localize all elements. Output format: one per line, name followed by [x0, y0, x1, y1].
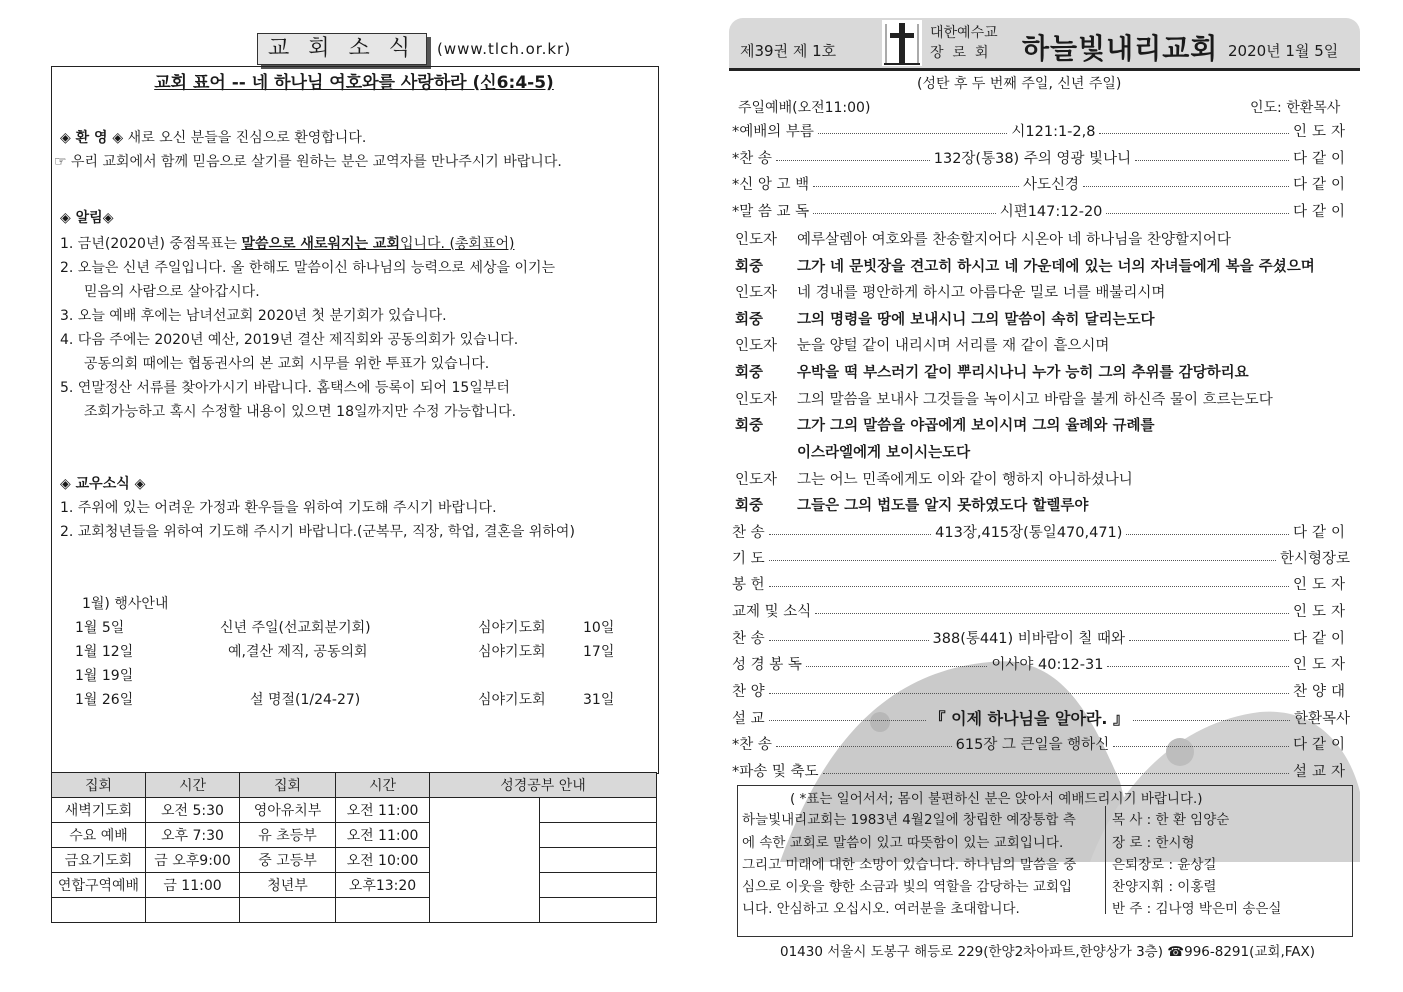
- notice-item: 2. 오늘은 신년 주일입니다. 올 한해도 말씀이신 하나님의 능력으로 세상을 이기는: [60, 260, 556, 276]
- worship-order-item: [732, 520, 1350, 542]
- worship-order-item: [732, 119, 1350, 141]
- leader-dots: [1133, 720, 1290, 721]
- order-content: 이사야 40:12-31: [991, 656, 1104, 673]
- table-cell: 금 11:00: [146, 873, 240, 898]
- order-person: 다같이: [1292, 203, 1351, 220]
- table-cell: 수요 예배: [52, 823, 146, 848]
- welcome-note: ☞ 우리 교회에서 함께 믿음으로 살기를 원하는 분은 교역자를 만나주시기 바랍니다.: [54, 154, 562, 170]
- table-cell: [336, 898, 430, 923]
- responsive-reading-line: [735, 468, 1133, 489]
- table-cell: 금요기도회: [52, 848, 146, 873]
- denomination-name: 장로회: [930, 45, 998, 61]
- service-leader: 인도: 한환목사: [1250, 100, 1341, 116]
- notice-item: 믿음의 사람으로 살아갑시다.: [84, 284, 260, 300]
- welcome-line: [60, 127, 366, 147]
- table-cell: [240, 898, 336, 923]
- order-label: 찬 양: [732, 683, 765, 700]
- notice-item: 4. 다음 주에는 2020년 예산, 2019년 결산 제직회와 공동의회가 있습니다.: [60, 332, 519, 348]
- event-date: 1월 19일: [75, 668, 134, 684]
- order-label: 교제 및 소식: [732, 603, 812, 620]
- church-intro-line: 하늘빛내리교회는 1983년 4월2일에 창립한 예장통합 측: [742, 812, 1076, 828]
- column-header: 성경공부 안내: [430, 773, 657, 798]
- leader-dots: [776, 160, 930, 161]
- order-person: 인도자: [1292, 123, 1350, 140]
- order-content: 615장 그 큰일을 행하신: [955, 736, 1110, 753]
- leader-dots: [1099, 133, 1288, 134]
- order-person: 다같이: [1292, 150, 1350, 167]
- member-news-item: 1. 주위에 있는 어려운 가정과 환우들을 위하여 기도해 주시기 바랍니다.: [60, 500, 497, 516]
- table-cell: [146, 898, 240, 923]
- order-person: 한시형장로: [1279, 550, 1350, 567]
- reading-role: 회중: [735, 259, 764, 275]
- cross-logo-icon: [882, 20, 922, 66]
- denomination-name: 대한예수교: [930, 25, 998, 41]
- worship-order-item: [732, 172, 1350, 194]
- order-content: 413장,415장(통일470,471): [935, 524, 1123, 541]
- leader-dots: [815, 613, 1289, 614]
- leader-dots: [1135, 160, 1289, 161]
- meeting-schedule-table: [51, 772, 657, 923]
- church-address: 01430 서울시 도봉구 해등로 229(한양2차아파트,한양상가 3층) ☎996-8291(교회,FAX): [780, 944, 1316, 960]
- leader-dots: [813, 186, 1019, 187]
- event-title: 신년 주일(선교회분기회): [220, 620, 371, 636]
- church-url: (www.tlch.or.kr): [437, 40, 572, 58]
- table-cell: 오전 5:30: [146, 798, 240, 823]
- order-label: *찬 송: [732, 736, 772, 753]
- welcome-text: 새로 오신 분들을 진심으로 환영합니다.: [123, 130, 367, 146]
- order-label: *파송 및 축도: [732, 763, 819, 780]
- order-label: *예배의 부름: [732, 123, 814, 140]
- notice-text: 입니다. (총회표어): [399, 236, 515, 252]
- table-cell: 새벽기도회: [52, 798, 146, 823]
- event-tag: 심야기도회: [478, 692, 546, 708]
- table-row: [52, 873, 657, 898]
- table-cell: 유 초등부: [240, 823, 336, 848]
- leader-dots: [1126, 534, 1289, 535]
- reading-role: 인도자: [735, 392, 778, 408]
- welcome-heading: ◈ 환 영 ◈: [60, 130, 124, 146]
- event-date: 1월 26일: [75, 692, 134, 708]
- leader-dots: [1106, 213, 1289, 214]
- worship-order-item: [732, 759, 1350, 781]
- table-cell: [540, 798, 657, 823]
- leader-dots: [806, 666, 988, 667]
- order-person: 찬양대: [1292, 683, 1350, 700]
- table-row: [52, 798, 657, 823]
- table-cell: [430, 798, 540, 923]
- table-row: [52, 848, 657, 873]
- order-person: 다같이: [1292, 630, 1350, 647]
- table-cell: 오후13:20: [336, 873, 430, 898]
- worship-order-item: [732, 626, 1350, 648]
- order-person: 인도자: [1292, 576, 1350, 593]
- table-row: [52, 898, 657, 923]
- responsive-reading-line: [735, 361, 1249, 382]
- notice-item: 5. 연말정산 서류를 찾아가시기 바랍니다. 홈택스에 등록이 되어 15일부터: [60, 380, 510, 396]
- event-title: 예,결산 제직, 공동의회: [228, 644, 368, 660]
- responsive-reading-line: [735, 334, 1109, 355]
- event-date: 1월 5일: [75, 620, 125, 636]
- church-motto: 교회 표어 -- 네 하나님 여호와를 사랑하라 (신6:4-5): [154, 73, 554, 93]
- reading-role: 인도자: [735, 338, 778, 354]
- staff-line: 찬양지휘 : 이홍렬: [1112, 879, 1217, 895]
- staff-line: 목 사 : 한 환 임양순: [1112, 812, 1230, 828]
- event-day: 10일: [583, 620, 615, 636]
- order-person: 다같이: [1292, 524, 1351, 541]
- events-heading: 1월) 행사안내: [82, 596, 169, 612]
- reading-text: 예루살렘아 여호와를 찬송할지어다 시온아 네 하나님을 찬양할지어다: [797, 232, 1231, 248]
- table-cell: 금 오후9:00: [146, 848, 240, 873]
- leader-dots: [769, 640, 929, 641]
- event-day: 17일: [583, 644, 615, 660]
- leader-dots: [1107, 666, 1289, 667]
- leader-dots: [1083, 186, 1289, 187]
- standing-note: ( *표는 일어서서; 몸이 불편하신 분은 앉아서 예배드리시기 바랍니다.): [790, 791, 1203, 807]
- column-header: 시간: [336, 773, 430, 798]
- leader-dots: [818, 133, 1007, 134]
- worship-order-item: [732, 546, 1350, 568]
- worship-order-item: [732, 732, 1350, 754]
- staff-line: 은퇴장로 : 윤상길: [1112, 857, 1217, 873]
- info-divider: [1105, 806, 1107, 914]
- responsive-reading-line: [735, 255, 1315, 276]
- table-header-row: [52, 773, 657, 798]
- member-news-item: 2. 교회청년들을 위하여 기도해 주시기 바랍니다.(군복무, 직장, 학업, 결혼을 위하여): [60, 524, 575, 540]
- reading-text: 그의 명령을 땅에 보내시니 그의 말씀이 속히 달리는도다: [797, 312, 1155, 328]
- leader-dots: [769, 534, 932, 535]
- staff-line: 장 로 : 한시형: [1112, 835, 1195, 851]
- notice-heading: ◈ 알림◈: [60, 210, 114, 226]
- order-person: 설교자: [1292, 763, 1350, 780]
- notice-item: 조회가능하고 혹시 수정할 내용이 있으면 18일까지만 수정 가능합니다.: [84, 404, 517, 420]
- member-news-heading: ◈ 교우소식 ◈: [60, 476, 146, 492]
- worship-order-item: [732, 706, 1350, 728]
- table-cell: [540, 823, 657, 848]
- reading-text: 그가 네 문빗장을 견고히 하시고 네 가운데에 있는 너의 자녀들에게 복을 주셨으며: [797, 259, 1315, 275]
- reading-text: 그가 그의 말씀을 야곱에게 보이시며 그의 율례와 규례를: [797, 418, 1155, 434]
- table-cell: 중 고등부: [240, 848, 336, 873]
- service-name: 주일예배(오전11:00): [738, 100, 871, 116]
- table-cell: 청년부: [240, 873, 336, 898]
- order-person: 한환목사: [1293, 710, 1350, 727]
- responsive-reading-line: [735, 441, 970, 462]
- volume-number: 제39권 제 1호: [740, 42, 837, 60]
- order-content: 시121:1-2,8: [1011, 123, 1096, 140]
- worship-order-item: [732, 146, 1350, 168]
- leader-dots: [769, 586, 1289, 587]
- table-cell: [540, 873, 657, 898]
- event-tag: 심야기도회: [478, 644, 546, 660]
- reading-role: 회중: [735, 498, 764, 514]
- order-person: 인도자: [1292, 656, 1350, 673]
- order-person: 다같이: [1292, 176, 1351, 193]
- reading-text: 네 경내를 평안하게 하시고 아름다운 밀로 너를 배불리시며: [797, 285, 1166, 301]
- table-cell: [52, 898, 146, 923]
- leader-dots: [776, 746, 952, 747]
- leader-dots: [823, 773, 1289, 774]
- table-cell: 오전 11:00: [336, 798, 430, 823]
- church-intro-line: 에 속한 교회로 말씀이 있고 따뜻함이 있는 교회입니다.: [742, 835, 1064, 851]
- order-label: 기 도: [732, 550, 765, 567]
- leader-dots: [1129, 640, 1289, 641]
- reading-role: 인도자: [735, 232, 778, 248]
- leader-dots: [813, 213, 996, 214]
- order-label: 설 교: [732, 710, 765, 727]
- leader-dots: [769, 693, 1289, 694]
- worship-order-item: [732, 199, 1350, 221]
- table-cell: 오후 7:30: [146, 823, 240, 848]
- worship-order-item: [732, 652, 1350, 674]
- event-date: 1월 12일: [75, 644, 134, 660]
- event-tag: 심야기도회: [478, 620, 546, 636]
- notice-item: 공동의회 때에는 협동권사의 본 교회 시무를 위한 투표가 있습니다.: [84, 356, 490, 372]
- reading-text: 그는 어느 민족에게도 이와 같이 행하지 아니하셨나니: [797, 472, 1133, 488]
- event-title: 설 명절(1/24-27): [250, 692, 361, 708]
- order-label: 성 경 봉 독: [732, 656, 802, 673]
- sermon-title: 『 이제 하나님을 알아라. 』: [929, 708, 1130, 728]
- order-label: *찬 송: [732, 150, 772, 167]
- notice-item: [60, 233, 514, 253]
- reading-text: 그들은 그의 법도를 알지 못하였도다 할렐루야: [797, 498, 1089, 514]
- reading-role: 회중: [735, 365, 764, 381]
- responsive-reading-line: [735, 494, 1088, 515]
- sunday-name: (성탄 후 두 번째 주일, 신년 주일): [917, 76, 1122, 92]
- responsive-reading-line: [735, 308, 1155, 329]
- leader-dots: [769, 560, 1276, 561]
- church-intro-line: 심으로 이웃을 향한 소금과 빛의 역할을 감당하는 교회입: [742, 879, 1072, 895]
- table-cell: [540, 848, 657, 873]
- news-title: 교 회 소 식: [257, 33, 427, 65]
- worship-order-item: [732, 572, 1350, 594]
- church-name: 하늘빛내리교회: [1022, 32, 1219, 65]
- church-intro-line: 그리고 미래에 대한 소망이 있습니다. 하나님의 말씀을 중: [742, 857, 1077, 873]
- notice-text: 1. 금년(2020년) 중점목표는: [60, 236, 242, 252]
- bulletin-date: 2020년 1월 5일: [1228, 42, 1339, 60]
- notice-item: 3. 오늘 예배 후에는 남녀선교회 2020년 첫 분기회가 있습니다.: [60, 308, 447, 324]
- order-person: 인도자: [1292, 603, 1350, 620]
- column-header: 시간: [146, 773, 240, 798]
- reading-role: 회중: [735, 312, 764, 328]
- responsive-reading-line: [735, 281, 1165, 302]
- worship-order-item: [732, 679, 1350, 701]
- order-content: 388(통441) 비바람이 칠 때와: [932, 630, 1126, 647]
- table-cell: 오전 11:00: [336, 823, 430, 848]
- table-cell: 영아유치부: [240, 798, 336, 823]
- reading-role: 인도자: [735, 285, 778, 301]
- order-label: *말 씀 교 독: [732, 203, 810, 220]
- table-row: [52, 823, 657, 848]
- column-header: 집회: [52, 773, 146, 798]
- order-label: 찬 송: [732, 630, 765, 647]
- leader-dots: [769, 720, 926, 721]
- order-person: 다같이: [1292, 736, 1350, 753]
- reading-role: 인도자: [735, 472, 778, 488]
- column-header: 집회: [240, 773, 336, 798]
- order-label: 찬 송: [732, 524, 765, 541]
- table-cell: 오전 10:00: [336, 848, 430, 873]
- table-cell: 연합구역예배: [52, 873, 146, 898]
- reading-text: 이스라엘에게 보이시는도다: [797, 445, 971, 461]
- responsive-reading-line: [735, 414, 1155, 435]
- notice-emphasis: 말씀으로 새로워지는 교회: [241, 236, 400, 252]
- table-cell: [540, 898, 657, 923]
- reading-text: 우박을 떡 부스러기 같이 뿌리시나니 누가 능히 그의 추위를 감당하리요: [797, 365, 1249, 381]
- event-day: 31일: [583, 692, 615, 708]
- staff-line: 반 주 : 김나영 박은미 송은실: [1112, 901, 1282, 917]
- worship-order-item: [732, 599, 1350, 621]
- church-intro-line: 니다. 안심하고 오십시오. 여러분을 초대합니다.: [742, 901, 1020, 917]
- order-content: 사도신경: [1023, 176, 1080, 193]
- leader-dots: [1113, 746, 1289, 747]
- reading-role: 회중: [735, 418, 764, 434]
- reading-text: 그의 말씀을 보내사 그것들을 녹이시고 바람을 불게 하신즉 물이 흐르는도다: [797, 392, 1273, 408]
- responsive-reading-line: [735, 388, 1273, 409]
- order-content: 시편147:12-20: [999, 203, 1103, 220]
- order-label: 봉 헌: [732, 576, 765, 593]
- order-content: 132장(통38) 주의 영광 빛나니: [933, 150, 1132, 167]
- reading-text: 눈을 양털 같이 내리시며 서리를 재 같이 흩으시며: [797, 338, 1110, 354]
- responsive-reading-line: [735, 228, 1231, 249]
- order-label: *신 앙 고 백: [732, 176, 810, 193]
